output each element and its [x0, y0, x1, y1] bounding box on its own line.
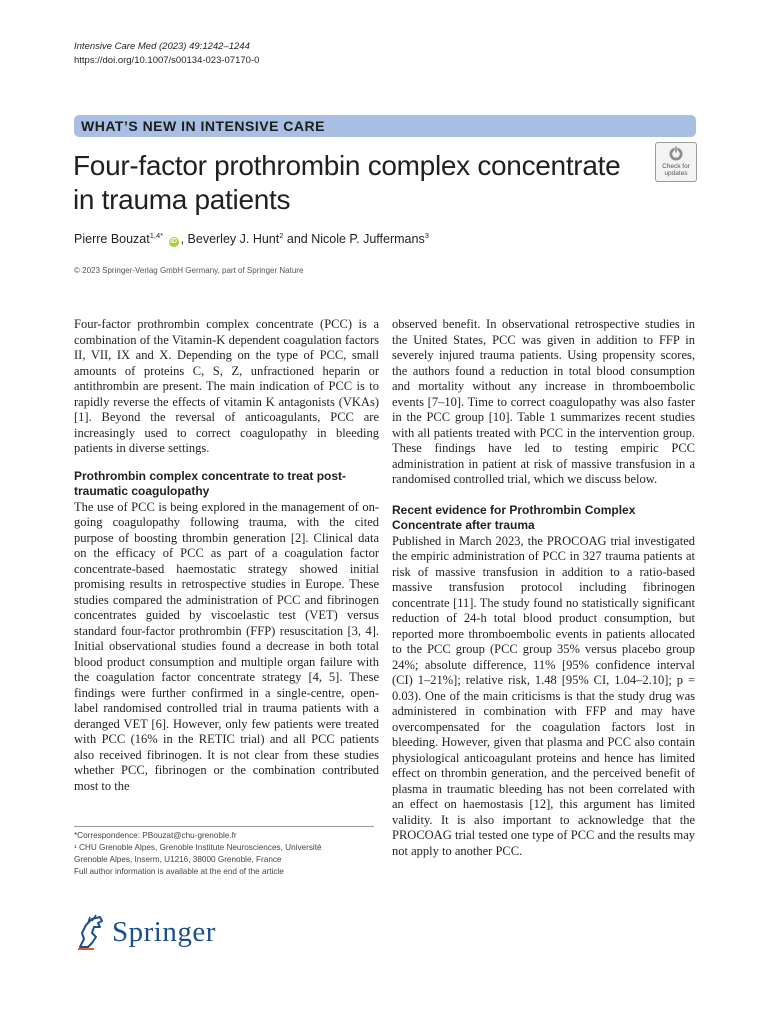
- footnotes: [74, 826, 374, 878]
- doi-link[interactable]: https://doi.org/10.1007/s00134-023-07170-0: [74, 55, 260, 66]
- body-paragraph: Published in March 2023, the PROCOAG trial investigated the empiric administration of PCC in 327 trauma patients at risk of massive transfusion in addition to a ratio-based massive transfusion protocol including fibrinogen concentrate [11]. The study found no statistically significant reduction of 24-h total blood product consumption, but reported more thromboembolic events in patients allocated to the PCC group (PCC group 35% versus placebo group 24%; absolute difference, 11% [95% confidence interval (CI) 1–21%]; relative risk, 1.48 [95% CI, 1.04–2.10]; p = 0.03). One of the main criticisms is that the study drug was administered in combination with FFP and may have overcompensated for the coagulation factors lost in bleeding. However, given that plasma and PCC also contain physiological anticoagulant proteins and hence has limited effect on thrombin generation, and the perceived benefit of plasma in traumatic bleeding has not been correlated with an effect on haemostasis [12], this argument has limited validity. It is also important to acknowledge that the PROCOAG trial tested one type of PCC and the results may not apply to another PCC.: [392, 533, 695, 858]
- affiliation-note: ¹ CHU Grenoble Alpes, Grenoble Institute Neurosciences, Université: [74, 843, 322, 852]
- article-meta: [74, 40, 259, 68]
- check-updates-line2: updates: [664, 170, 688, 177]
- section-heading: Prothrombin complex concentrate to treat post-traumatic coagulopathy: [74, 468, 347, 498]
- banner-label: WHAT’S NEW IN INTENSIVE CARE: [81, 118, 325, 134]
- check-updates-line1: Check for: [662, 163, 690, 170]
- orcid-icon[interactable]: iD: [170, 238, 178, 245]
- body-column-right: [392, 317, 695, 859]
- author-name[interactable]: , Beverley J. Hunt: [180, 232, 280, 246]
- journal-citation: Intensive Care Med (2023) 49:1242–1244: [74, 41, 250, 52]
- intro-paragraph: Four-factor prothrombin complex concentrate (PCC) is a combination of the Vitamin-K dependent coagulation factors II, VII, IX and X. Depending on the type of PCC, small amounts of proteins C, S, Z, unfractioned heparin or antithrombin are present. The main indication of PCC is to rapidly reverse the effects of vitamin K antagonists (VKAs) [1]. Beyond the reversal of anticoagulants, PCC are increasingly used to correct coagulopathy in bleeding patients in diverse settings.: [74, 317, 379, 455]
- author-affiliation-marker: 2: [279, 231, 284, 240]
- section-banner: [74, 115, 696, 137]
- springer-horse-icon: [74, 913, 106, 951]
- check-updates-icon: [667, 146, 685, 162]
- copyright-notice: © 2023 Springer-Verlag GmbH Germany, part of Springer Nature: [74, 266, 304, 275]
- author-list: [74, 231, 429, 247]
- author-affiliation-marker: 3: [424, 231, 429, 240]
- body-paragraph: observed benefit. In observational retrospective studies in the United States, PCC was given in addition to FFP in severely injured trauma patients. Using propensity scores, the authors found a reduction in total blood consumption and mortality without any increase in thromboembolic events [7–10]. Time to correct coagulopathy was also faster in the PCC group [10]. Table 1 summarizes recent studies with all patients treated with PCC in the intervention group. These findings have led to testing empiric PCC administration in patient at risk of massive transfusion in a randomised controlled trial, which we discuss below.: [392, 317, 695, 486]
- section-heading: Recent evidence for Prothrombin Complex Concentrate after trauma: [392, 502, 636, 532]
- body-paragraph: The use of PCC is being explored in the management of on-going coagulopathy following trauma, with the cited purpose of boosting thrombin generation [2]. Clinical data on the efficacy of PCC as part of a coagulation factor concentrate-based haemostatic strategy showed initial promising results in retrospective studies in Europe. These studies compared the administration of PCC and fibrinogen concentrates guided by viscoelastic test (VET) versus standard four-factor prothrombin (FFP) resuscitation [3, 4]. Initial observational studies found a decrease in both total blood product consumption and multiple organ failure with the coagulation factor concentrate strategy [4, 5]. These findings were further confirmed in a single-centre, open-label randomised controlled trial in trauma patients with a deranged VET [6]. However, only few patients were treated with PCC (16% in the RETIC trial) and all PCC patients also received fibrinogen. It is not clear from these studies whether PCC, fibrinogen or the combination contributed most to the: [74, 499, 379, 793]
- publisher-name: Springer: [112, 915, 216, 948]
- author-name[interactable]: Pierre Bouzat: [74, 232, 150, 246]
- author-affiliation-marker: 1,4*: [149, 231, 164, 240]
- body-column-left: [74, 317, 379, 794]
- correspondence-note[interactable]: *Correspondence: PBouzat@chu-grenoble.fr: [74, 831, 237, 840]
- author-name[interactable]: and Nicole P. Juffermans: [283, 232, 425, 246]
- publisher-logo: [74, 910, 216, 954]
- check-for-updates-button[interactable]: [655, 142, 697, 182]
- affiliation-note: Grenoble Alpes, Inserm, U1216, 38000 Grenoble, France: [74, 855, 282, 864]
- article-title: Four-factor prothrombin complex concentrate in trauma patients: [73, 150, 621, 215]
- author-info-note: Full author information is available at the end of the article: [74, 867, 284, 876]
